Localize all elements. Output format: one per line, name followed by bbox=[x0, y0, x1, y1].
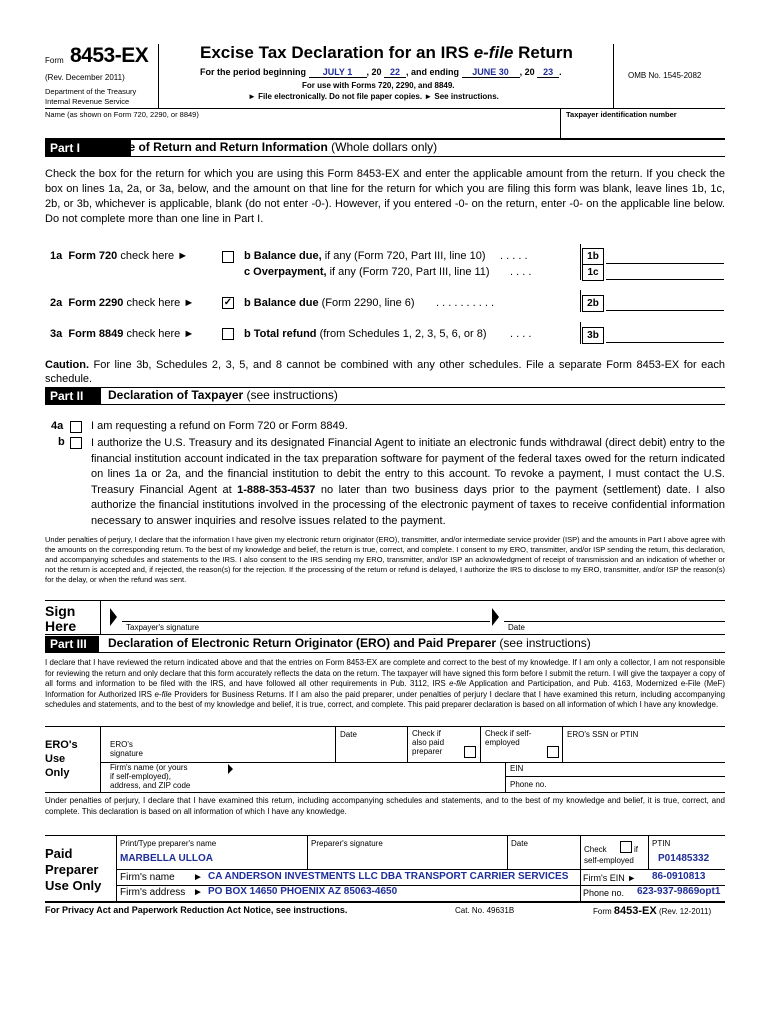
ero-declaration: I declare that I have reviewed the return indicated above and that the entries on Form 8453-EX are complete and correct to the best of my knowledge. If I am only a collector, I am not responsible for reviewing the return and only declare that this form accurately reflects the data on the return. The taxpayer will have signed this form before I submit the return. I will give the taxpayer a copy of all forms and information to be filed with the IRS, and have followed all other requirements in Pub. 3112, IRS e-file Application and Participation, and Pub. 4163, Modernized e-File (MeF) Information for Authorized IRS e-file Providers for Business Returns. If I am also the paid preparer, under penalties of perjury I declare that I have examined this return, including accompanying schedules and statements, and to the best of my knowledge and belief, it is true, correct, and complete. This paid preparer declaration is based on all information of which I have any knowledge. bbox=[45, 658, 725, 710]
ero-phone-label: Phone no. bbox=[510, 780, 547, 789]
line-2a-checkbox[interactable]: ✓ bbox=[223, 297, 233, 308]
footer-form-number: Form 8453-EX (Rev. 12-2011) bbox=[593, 905, 712, 917]
revision: (Rev. December 2011) bbox=[45, 73, 125, 82]
firm-name-arrow-icon: ► bbox=[193, 872, 203, 883]
line-1a: 1a Form 720 check here ► bbox=[50, 250, 189, 262]
line-4a-num: 4a bbox=[51, 420, 64, 432]
line-2a: 2a Form 2290 check here ► bbox=[50, 297, 195, 309]
preparer-self-employed-checkbox[interactable] bbox=[620, 841, 632, 853]
ptin-label: PTIN bbox=[652, 839, 671, 848]
preparer-check-label: Check bbox=[584, 845, 607, 854]
omb-number: OMB No. 1545-2082 bbox=[628, 71, 702, 80]
tin-field[interactable] bbox=[563, 119, 723, 137]
preparer-signature-field[interactable] bbox=[311, 849, 503, 867]
amount-2b-field[interactable] bbox=[606, 295, 724, 311]
phone-label: Phone no. bbox=[583, 888, 625, 898]
part1-instructions: Check the box for the return for which you are using this Form 8453-EX and enter the applicable amount from the return. If you check the box on lines 1a, 2a, or 3a, below, and the amount on that line for the return for which you are filing this form was blank, leave lines 1b, 1c, 2b, or 3b, whichever is applicable, blank (do not enter -0-). However, if you entered -0- on the return, enter -0- on the applicable line below. Do not complete more than one line in Part I. bbox=[45, 168, 725, 225]
ero-firm-name-label: Firm's name (or yours if self-employed), address, and ZIP code bbox=[110, 763, 191, 790]
phone-field[interactable]: 623-937-9869opt1 bbox=[637, 886, 721, 897]
part2-label: Part II bbox=[45, 388, 101, 404]
name-label: Name (as shown on Form 720, 2290, or 8849) bbox=[45, 110, 199, 119]
preparer-date-field[interactable] bbox=[511, 849, 577, 867]
sign-arrow-icon bbox=[110, 608, 117, 626]
sign-label: Sign bbox=[45, 603, 76, 619]
taxpayer-perjury-statement: Under penalties of perjury, I declare that the information I have given my electronic return originator (ERO), transmitter, and/or intermediate service provider (ISP) and the amounts in Part I above agree with the amounts on the corresponding return. To the best of my knowledge and belief, the return is true, correct, and complete. I consent to my ERO, transmitter, and/or ISP sending the return, this declaration, and accompanying schedules and statements to the IRS. I also consent to the IRS sending my ERO, transmitter, and/or ISP an acknowledgment of receipt of transmission and an indication of whether or not the return is accepted and, if rejected, the reason(s) for the rejection. If the processing of the return or refund is delayed, I authorize the IRS to disclose to my ERO, transmitter, and/or ISP the reason(s) for the delay, or when the refund was sent. bbox=[45, 535, 725, 585]
amount-1b-field[interactable] bbox=[606, 248, 724, 264]
line-4b-num: b bbox=[58, 436, 65, 448]
line-1b: b Balance due, if any (Form 720, Part III, line 10) bbox=[244, 250, 486, 262]
firm-arrow-icon bbox=[228, 764, 233, 774]
caution-note: Caution. For line 3b, Schedules 2, 3, 5, and 8 cannot be combined with any other schedules. File a separate Form 8453-EX for each schedule. bbox=[45, 359, 725, 385]
form-number: 8453-EX bbox=[70, 44, 149, 67]
part1-title: Type of Return and Return Information (Whole dollars only) bbox=[108, 140, 438, 154]
period-begin-field[interactable]: JULY 1 bbox=[309, 67, 367, 78]
check-paid-preparer-label: Check if also paid preparer bbox=[412, 729, 445, 756]
part3-title: Declaration of Electronic Return Originator (ERO) and Paid Preparer (see instructions) bbox=[108, 636, 591, 650]
part3-label: Part III bbox=[45, 636, 99, 652]
taxpayer-signature-label: Taxpayer's signature bbox=[126, 623, 200, 632]
line-3a-checkbox[interactable] bbox=[222, 328, 234, 340]
department: Department of the Treasury bbox=[45, 87, 137, 96]
name-field[interactable] bbox=[45, 119, 555, 137]
taxpayer-signature-field[interactable] bbox=[124, 603, 488, 621]
tin-label: Taxpayer identification number bbox=[566, 110, 677, 119]
ero-date-label: Date bbox=[340, 730, 357, 739]
preparer-date-label: Date bbox=[511, 839, 528, 848]
ero-ein-label: EIN bbox=[510, 764, 524, 773]
firm-ein-field[interactable]: 86-0910813 bbox=[652, 871, 706, 882]
year-end-field[interactable]: 23 bbox=[537, 67, 559, 78]
preparer-name-label: Print/Type preparer's name bbox=[120, 839, 217, 848]
preparer-perjury-statement: Under penalties of perjury, I declare that I have examined this return, including accompanying schedules and statements, and to the best of my knowledge and belief, it is true, correct, and complete. This declaration is based on all information of which I have any knowledge. bbox=[45, 796, 725, 816]
date-arrow-icon bbox=[492, 608, 499, 626]
paid-preparer-use-only: Paid Preparer Use Only bbox=[45, 846, 102, 893]
box-1b-label: 1b bbox=[582, 248, 604, 265]
here-label: Here bbox=[45, 618, 77, 634]
ptin-field[interactable]: P01485332 bbox=[658, 853, 710, 864]
form-word: Form bbox=[45, 56, 64, 65]
line-1c: c Overpayment, if any (Form 720, Part III, line 11) bbox=[244, 266, 490, 278]
firm-address-label: Firm's address bbox=[120, 887, 186, 898]
part2-title: Declaration of Taxpayer (see instructions) bbox=[108, 388, 338, 402]
amount-3b-field[interactable] bbox=[606, 327, 724, 343]
preparer-signature-label: Preparer's signature bbox=[311, 839, 383, 848]
line-1a-checkbox[interactable] bbox=[222, 251, 234, 263]
line-4a-checkbox[interactable] bbox=[70, 421, 82, 433]
ero-ssn-label: ERO's SSN or PTIN bbox=[567, 730, 639, 739]
part1-label: Part I bbox=[45, 140, 131, 156]
period-end-field[interactable]: JUNE 30 bbox=[462, 67, 520, 78]
box-3b-label: 3b bbox=[582, 327, 604, 344]
firm-address-field[interactable]: PO BOX 14650 PHOENIX AZ 85063-4650 bbox=[208, 886, 398, 897]
file-electronically-note: ► File electronically. Do not file paper copies. ► See instructions. bbox=[248, 92, 499, 101]
firm-name-label: Firm's name bbox=[120, 872, 175, 883]
line-2b: b Balance due (Form 2290, line 6) bbox=[244, 297, 415, 309]
irs-label: Internal Revenue Service bbox=[45, 97, 130, 106]
box-1c-label: 1c bbox=[582, 264, 604, 281]
firm-ein-label: Firm's EIN ► bbox=[583, 873, 637, 883]
box-2b-label: 2b bbox=[582, 295, 604, 312]
ero-firm-name-field[interactable] bbox=[236, 763, 502, 789]
taxpayer-date-field[interactable] bbox=[506, 603, 722, 621]
taxpayer-date-label: Date bbox=[508, 623, 525, 632]
line-3b: b Total refund (from Schedules 1, 2, 3, 5, 6, or 8) bbox=[244, 328, 487, 340]
eros-use-only: ERO's Use Only bbox=[45, 739, 78, 779]
preparer-name-field[interactable]: MARBELLA ULLOA bbox=[120, 853, 213, 864]
also-paid-preparer-checkbox[interactable] bbox=[464, 746, 476, 758]
ero-self-employed-checkbox[interactable] bbox=[547, 746, 559, 758]
line-4b-text: I authorize the U.S. Treasury and its designated Financial Agent to initiate an electronic funds withdrawal (direct debit) entry to the financial institution account indicated in the tax preparation software for payment of the federal taxes owed for the return indicated on lines 1a or 2a, and the financial institution to debit the entry to this account. To revoke a payment, I must contact the U.S. Treasury Financial Agent at 1-888-353-4537 no later than two business days prior to the payment (settlement) date. I also authorize the financial institutions involved in the processing of the electronic payment of taxes to receive confidential information necessary to answer inquiries and resolve issues related to the payment. bbox=[91, 437, 725, 527]
privacy-notice: For Privacy Act and Paperwork Reduction Act Notice, see instructions. bbox=[45, 905, 348, 915]
check-self-employed-label: Check if self- employed bbox=[485, 729, 532, 747]
ero-signature-field[interactable] bbox=[160, 732, 330, 760]
amount-1c-field[interactable] bbox=[606, 264, 724, 280]
catalog-number: Cat. No. 49631B bbox=[455, 906, 515, 915]
line-3a: 3a Form 8849 check here ► bbox=[50, 328, 195, 340]
firm-address-arrow-icon: ► bbox=[193, 887, 203, 898]
for-use-note: For use with Forms 720, 2290, and 8849. bbox=[302, 81, 455, 90]
form-title: Excise Tax Declaration for an IRS e-file Return bbox=[200, 43, 573, 62]
year-begin-field[interactable]: 22 bbox=[384, 67, 406, 78]
line-4a-text: I am requesting a refund on Form 720 or Form 8849. bbox=[91, 420, 348, 432]
line-4b-checkbox[interactable] bbox=[70, 437, 82, 449]
ero-signature-label: ERO's signature bbox=[110, 740, 143, 758]
period-line: For the period beginning JULY 1 , 20 22 , and ending JUNE 30 , 20 23 . bbox=[200, 67, 562, 77]
firm-name-field[interactable]: CA ANDERSON INVESTMENTS LLC DBA TRANSPORT CARRIER SERVICES bbox=[208, 871, 569, 882]
